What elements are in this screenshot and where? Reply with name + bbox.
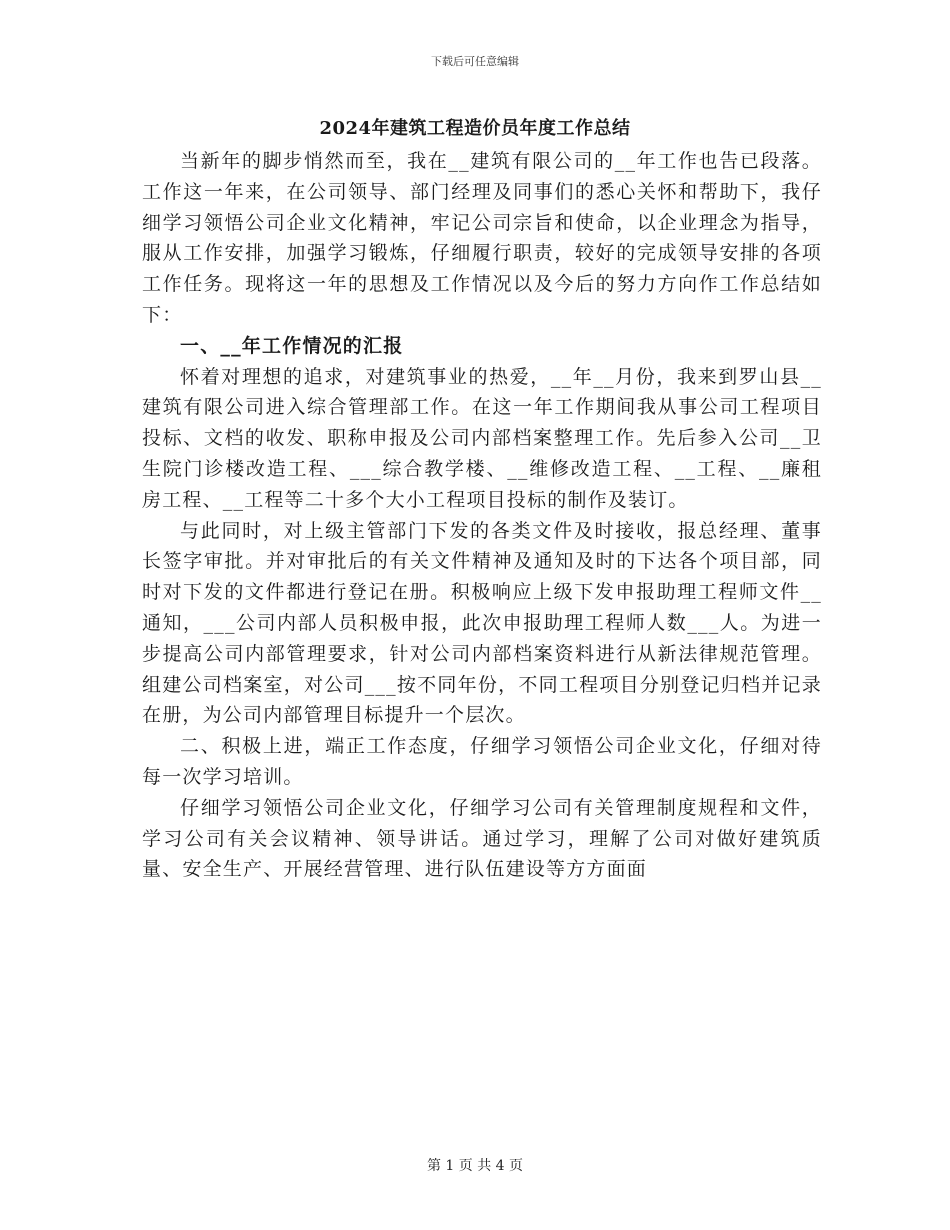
body-paragraph: 与此同时，对上级主管部门下发的各类文件及时接收，报总经理、董事长签字审批。并对审批后的有关文件精神及通知及时的下达各个项目部，同时对下发的文件都进行登记在册。积极响应上级下发申报助理工程师文件__通知，___公司内部人员积极申报，此次申报助理工程师人数___人。为进一步提高公司内部管理要求，针对公司内部档案资料进行从新法律规范管理。组建公司档案室，对公司___按不同年份，不同工程项目分别登记归档并记录在册，为公司内部管理目标提升一个层次。: [142, 519, 822, 727]
body-paragraph: 怀着对理想的追求，对建筑事业的热爱，__年__月份，我来到罗山县__建筑有限公司进入综合管理部工作。在这一年工作期间我从事公司工程项目投标、文档的收发、职称申报及公司内部档案整理工作。先后参入公司__卫生院门诊楼改造工程、___综合教学楼、__维修改造工程、__工程、__廉租房工程、__工程等二十多个大小工程项目投标的制作及装订。: [142, 365, 822, 511]
section-paragraph: 二、积极上进，端正工作态度，仔细学习领悟公司企业文化，仔细对待每一次学习培训。: [142, 735, 822, 788]
document-title: 2024年建筑工程造价员年度工作总结: [319, 118, 631, 139]
section-heading: 一、__年工作情况的汇报: [180, 334, 404, 357]
header-note: 下载后可任意编辑: [431, 55, 519, 68]
page-footer: 第 1 页 共 4 页: [426, 1158, 524, 1174]
body-paragraph: 当新年的脚步悄然而至，我在__建筑有限公司的__年工作也告已段落。工作这一年来，在公司领导、部门经理及同事们的悉心关怀和帮助下，我仔细学习领悟公司企业文化精神，牢记公司宗旨和使命，以企业理念为指导，服从工作安排，加强学习锻炼，仔细履行职责，较好的完成领导安排的各项工作任务。现将这一年的思想及工作情况以及今后的努力方向作工作总结如下：: [142, 150, 822, 326]
body-paragraph: 仔细学习领悟公司企业文化，仔细学习公司有关管理制度规程和文件，学习公司有关会议精神、领导讲话。通过学习，理解了公司对做好建筑质量、安全生产、开展经营管理、进行队伍建设等方方面面: [142, 796, 822, 881]
document-body: [142, 146, 822, 885]
